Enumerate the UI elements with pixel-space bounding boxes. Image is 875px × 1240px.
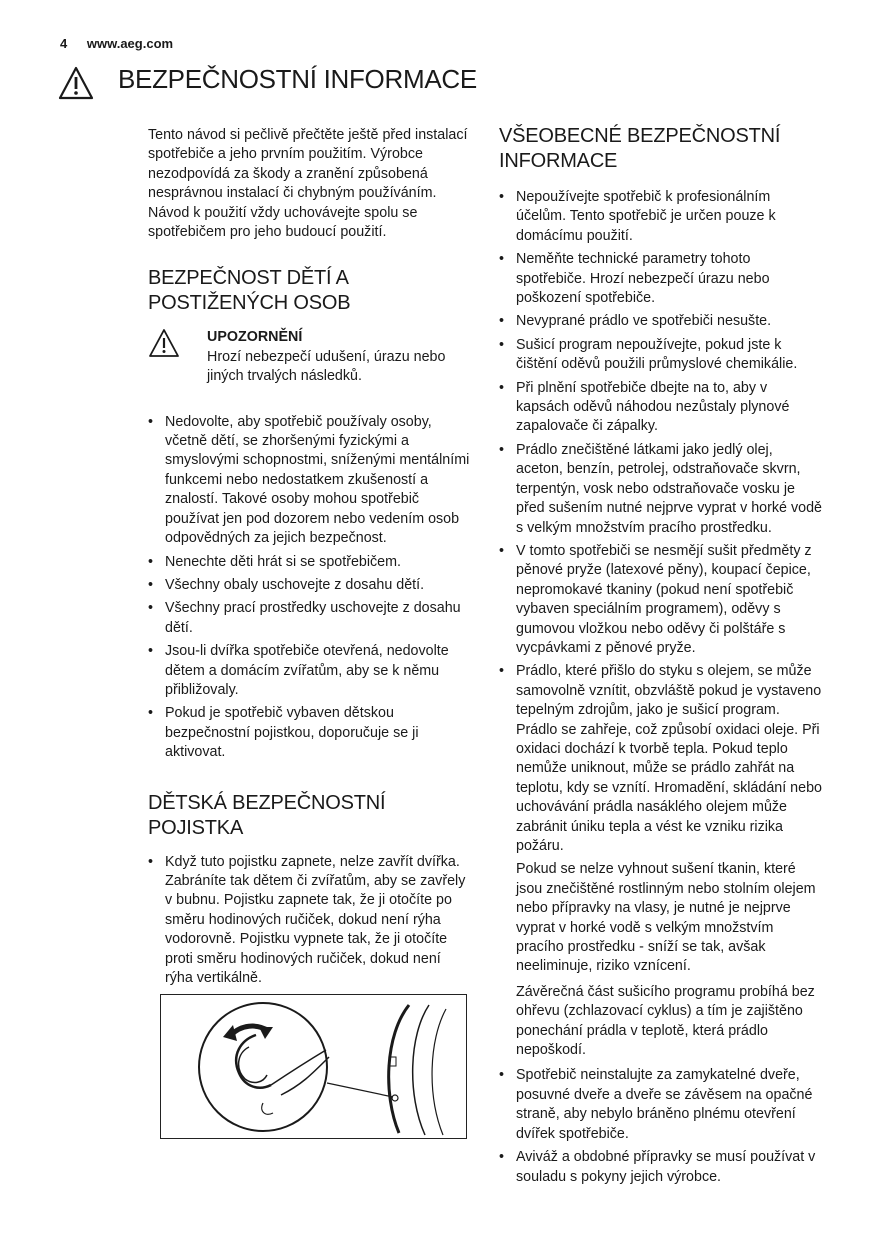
list-item: • Jsou-li dvířka spotřebiče otevřená, nedovolte dětem a domácím zvířatům, aby se k němu přibližovaly. (148, 642, 470, 700)
children-safety-list (148, 413, 470, 763)
warning-triangle-icon (148, 328, 180, 358)
list-item: • Prádlo znečištěné látkami jako jedlý olej, aceton, benzín, petrolej, odstraňovače skvrn, terpentýn, vosk nebo odstraňovače vosku je před sušením nutné nejprve vyprat v horké vodě s velkým množstvím pracího prostředku. (499, 441, 823, 538)
list-item: • Sušicí program nepoužívejte, pokud jste k čištění oděvů použili průmyslové chemikálie. (499, 336, 823, 375)
intro-paragraph: Tento návod si pečlivě přečtěte ještě před instalací spotřebiče a jeho prvním použitím. Výrobce nezodpovídá za škody a zranění způsobená nesprávnou instalací či chybným používáním. Návod k použití vždy uchovávejte spolu se spotřebičem pro jeho budoucí použití. (148, 127, 468, 241)
page-header (60, 36, 173, 51)
children-safety-heading: BEZPEČNOST DĚTÍ A POSTIŽENÝCH OSOB (148, 267, 351, 315)
sub-paragraph: Závěrečná část sušicího programu probíhá bez ohřevu (zchlazovací cyklus) a tím je zajištěno ponechání prádla v teplotě, která prádlo nepoškodí. (516, 983, 815, 1059)
list-item: • Nedovolte, aby spotřebič používaly osoby, včetně dětí, se zhoršenými fyzickými a smyslovými schopnostmi, sníženými mentálními funkcemi nebo nedostatkem zkušeností a znalostí. Takové osoby mohou spotřebič používat jen pod dozorem nebo vedením osob odpovědných za jejich bezpečnost. (148, 413, 470, 549)
list-item: • Pokud je spotřebič vybaven dětskou bezpečnostní pojistkou, doporučuje se ji aktivovat. (148, 704, 470, 762)
general-safety-list-continued (499, 1066, 823, 1186)
child-lock-illustration (160, 994, 467, 1139)
list-item: • Nevyprané prádlo ve spotřebiči nesušte. (499, 312, 823, 331)
warning-box (148, 328, 470, 386)
list-item: • Při plnění spotřebiče dbejte na to, aby v kapsách oděvů náhodou nezůstaly plynové zapalovače či zápalky. (499, 379, 823, 437)
warning-triangle-icon (58, 66, 94, 100)
list-item: • Nepoužívejte spotřebič k profesionálním účelům. Tento spotřebič je určen pouze k domácímu použití. (499, 188, 823, 246)
list-item: • Když tuto pojistku zapnete, nelze zavřít dvířka. Zabráníte tak dětem či zvířatům, aby se zavřely v bubnu. Pojistku zapnete tak, že ji otočíte po směru hodinových ručiček, dokud není rýha vodorovně. Pojistku vypnete tak, že ji otočíte proti směru hodinových ručiček, dokud není rýha vertikálně. (148, 853, 470, 989)
general-safety-list (499, 188, 823, 856)
right-column (499, 124, 823, 1191)
warning-text: Hrozí nebezpečí udušení, úrazu nebo jiných trvalých následků. (207, 348, 446, 385)
list-item: • Prádlo, které přišlo do styku s olejem, se může samovolně vznítit, obzvláště pokud je vystaveno tepelným zdrojům, jako je sušicí program. Prádlo se zahřeje, což způsobí oxidaci oleje. Při oxidaci dochází k tvorbě tepla. Pokud teplo nemůže uniknout, může se prádlo zahřát na teplotu, kdy se vznítí. Hromadění, skládání nebo uchovávání prádla nasáklého olejem může zabránit úniku tepla a vést ke vzniku rizika požáru. (499, 662, 823, 856)
warning-title: UPOZORNĚNÍ (207, 329, 303, 346)
child-lock-list (148, 853, 470, 989)
child-lock-drawing (161, 995, 466, 1138)
page-title: BEZPEČNOSTNÍ INFORMACE (118, 64, 477, 94)
sub-paragraph: Pokud se nelze vyhnout sušení tkanin, které jsou znečištěné rostlinným nebo stolním olejem nebo přípravky na vlasy, je nutné je nejprve vyprat v horké vodě s velkým množstvím pracího prostředku - sníží se tak, avšak neeliminuje, riziko vznícení. (516, 861, 816, 975)
list-item: • Všechny prací prostředky uschovejte z dosahu dětí. (148, 599, 470, 638)
list-item: • Spotřebič neinstalujte za zamykatelné dveře, posuvné dveře a dveře se závěsem na opačné straně, aby nebylo bráněno plnému otevření dvířek spotřebiče. (499, 1066, 823, 1144)
general-safety-heading: VŠEOBECNÉ BEZPEČNOSTNÍ INFORMACE (499, 125, 781, 172)
page-number: 4 (60, 36, 68, 51)
list-item: • Aviváž a obdobné přípravky se musí používat v souladu s pokyny jejich výrobce. (499, 1148, 823, 1187)
website-link[interactable]: www.aeg.com (86, 36, 174, 51)
list-item: • Nenechte děti hrát si se spotřebičem. (148, 553, 470, 572)
child-lock-heading: DĚTSKÁ BEZPEČNOSTNÍ POJISTKA (148, 791, 386, 839)
left-column (148, 124, 470, 1139)
list-item: • Všechny obaly uschovejte z dosahu dětí. (148, 576, 470, 595)
list-item: • V tomto spotřebiči se nesmějí sušit předměty z pěnové pryže (latexové pěny), koupací čepice, nepromokavé tkaniny (pokud není spotřebič vybaven speciálním programem), oděvy s gumovou vložkou nebo oděvy či polštáře s vycpávkami z pěnové pryže. (499, 542, 823, 658)
list-item: • Neměňte technické parametry tohoto spotřebiče. Hrozí nebezpečí úrazu nebo poškození spotřebiče. (499, 250, 823, 308)
